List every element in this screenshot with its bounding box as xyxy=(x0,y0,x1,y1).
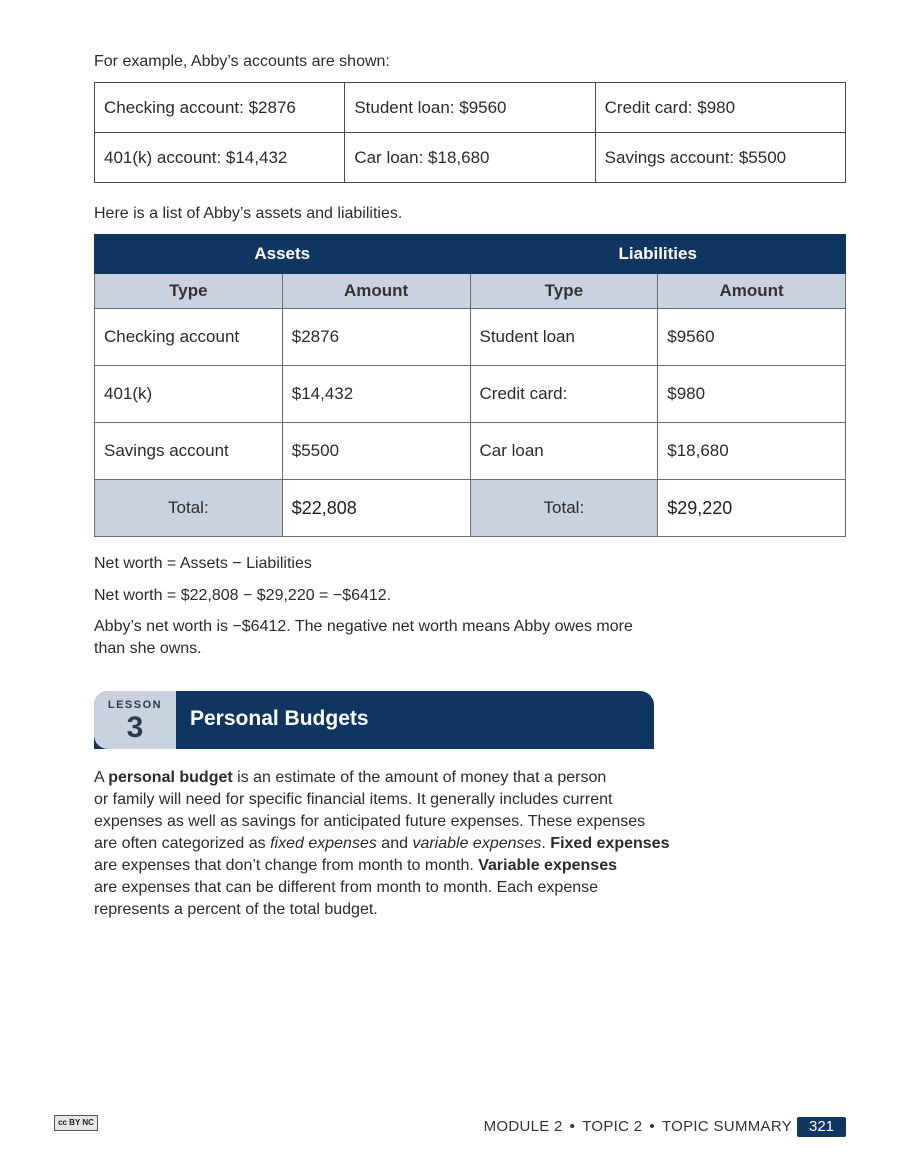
table-row xyxy=(95,309,846,366)
body-text: are expenses that don’t change from month to month. xyxy=(94,857,479,874)
column-header: Amount xyxy=(282,274,470,309)
creative-commons-icon: cc BY NC xyxy=(54,1115,98,1131)
assets-total-value: $22,808 xyxy=(282,480,470,537)
accounts-table xyxy=(94,82,846,183)
liabilities-header: Liabilities xyxy=(470,235,846,274)
column-header: Type xyxy=(95,274,283,309)
list-intro-text: Here is a list of Abby’s assets and liabilities. xyxy=(94,205,403,222)
term-personal-budget: personal budget xyxy=(108,769,233,786)
table-row xyxy=(95,423,846,480)
assets-liabilities-table xyxy=(94,234,846,537)
account-cell: 401(k) account: $14,432 xyxy=(95,133,345,183)
asset-amount: $5500 xyxy=(282,423,470,480)
body-text: . xyxy=(541,835,551,852)
asset-amount: $2876 xyxy=(282,309,470,366)
account-cell: Credit card: $980 xyxy=(595,83,845,133)
conclusion-line: Abby’s net worth is −$6412. The negative net worth means Abby owes more xyxy=(94,618,633,635)
asset-type: 401(k) xyxy=(95,366,283,423)
body-text: and xyxy=(376,835,413,852)
intro-text: For example, Abby’s accounts are shown: xyxy=(94,53,390,70)
body-text: represents a percent of the total budget. xyxy=(94,901,378,918)
body-text: A xyxy=(94,769,109,786)
body-text: are expenses that can be different from month to month. Each expense xyxy=(94,879,599,896)
liability-type: Credit card: xyxy=(470,366,658,423)
table-row xyxy=(95,133,846,183)
footer-breadcrumb xyxy=(484,1118,792,1135)
column-header: Amount xyxy=(658,274,846,309)
bullet-icon: • xyxy=(649,1118,655,1135)
table-subheader-row xyxy=(95,274,846,309)
liability-type: Student loan xyxy=(470,309,658,366)
term-variable-expenses: Variable expenses xyxy=(478,857,617,874)
page-number: 321 xyxy=(797,1117,846,1137)
page-footer xyxy=(0,1117,900,1139)
lesson-banner xyxy=(94,691,654,749)
liability-amount: $9560 xyxy=(658,309,846,366)
net-worth-calculation: Net worth = $22,808 − $29,220 = −$6412. xyxy=(94,587,392,604)
liabilities-total-value: $29,220 xyxy=(658,480,846,537)
body-text: expenses as well as savings for anticipated future expenses. These expenses xyxy=(94,813,646,830)
table-header-row xyxy=(95,235,846,274)
assets-header: Assets xyxy=(95,235,471,274)
body-text: is an estimate of the amount of money that a person xyxy=(232,769,607,786)
lesson-badge xyxy=(94,691,176,749)
assets-total-label: Total: xyxy=(95,480,283,537)
account-cell: Student loan: $9560 xyxy=(345,83,595,133)
table-row xyxy=(95,366,846,423)
footer-module: MODULE 2 xyxy=(483,1118,563,1135)
term-fixed-expenses: Fixed expenses xyxy=(550,835,670,852)
liabilities-total-label: Total: xyxy=(470,480,658,537)
lesson-body xyxy=(94,767,669,921)
lesson-number: 3 xyxy=(126,711,144,744)
table-total-row xyxy=(95,480,846,537)
account-cell: Checking account: $2876 xyxy=(95,83,345,133)
conclusion-line: than she owns. xyxy=(94,640,202,657)
account-cell: Savings account: $5500 xyxy=(595,133,845,183)
body-text: or family will need for specific financial items. It generally includes current xyxy=(94,791,613,808)
liability-amount: $980 xyxy=(658,366,846,423)
liability-type: Car loan xyxy=(470,423,658,480)
net-worth-formula: Net worth = Assets − Liabilities xyxy=(94,555,312,572)
net-worth-conclusion xyxy=(94,616,633,660)
account-cell: Car loan: $18,680 xyxy=(345,133,595,183)
table-row xyxy=(95,83,846,133)
footer-topic: TOPIC 2 xyxy=(582,1118,643,1135)
asset-type: Checking account xyxy=(95,309,283,366)
body-text: are often categorized as xyxy=(94,835,271,852)
lesson-label: LESSON xyxy=(107,699,163,711)
lesson-title: Personal Budgets xyxy=(190,707,369,730)
asset-amount: $14,432 xyxy=(282,366,470,423)
column-header: Type xyxy=(470,274,658,309)
asset-type: Savings account xyxy=(95,423,283,480)
footer-section: TOPIC SUMMARY xyxy=(661,1118,792,1135)
term-fixed-expenses-italic: fixed expenses xyxy=(270,835,377,852)
liability-amount: $18,680 xyxy=(658,423,846,480)
bullet-icon: • xyxy=(569,1118,576,1135)
term-variable-expenses-italic: variable expenses xyxy=(412,835,542,852)
